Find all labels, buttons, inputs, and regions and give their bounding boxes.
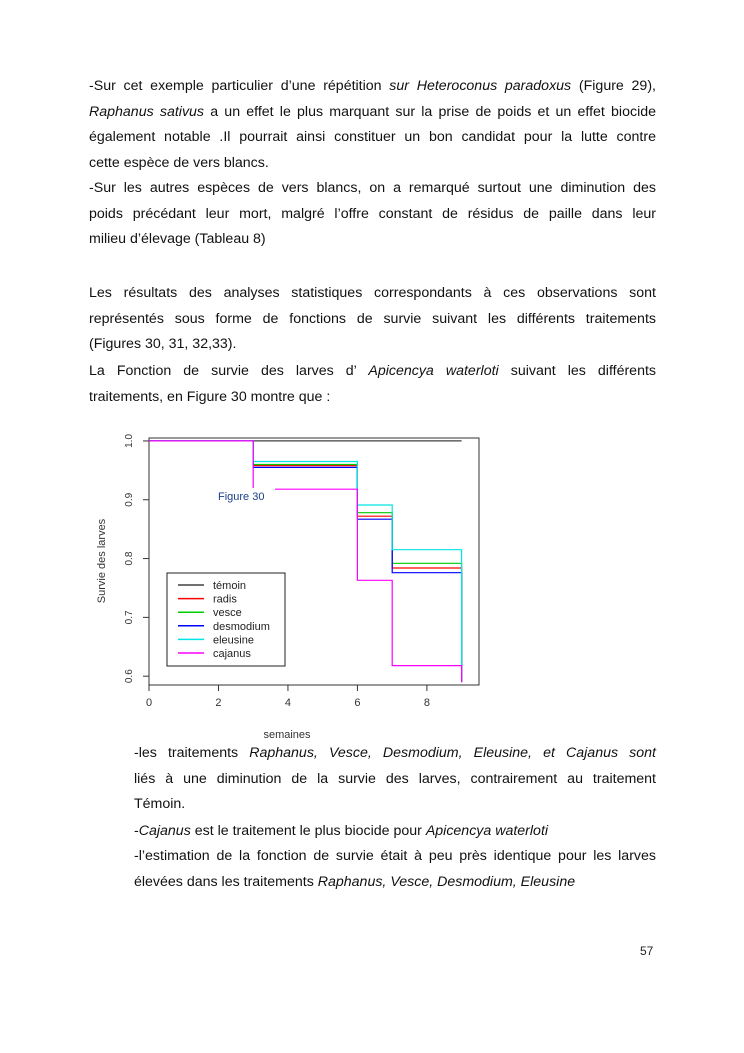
legend-label: radis <box>213 593 237 606</box>
paragraph-estimation <box>134 844 656 895</box>
legend <box>167 573 285 666</box>
paragraph-heteroconus <box>89 74 656 176</box>
species-name: Raphanus, Vesce, Desmodium, Eleusine, et Cajanus sont <box>249 745 656 761</box>
y-tick-label: 0.7 <box>124 610 135 625</box>
paragraph-cajanus <box>134 819 656 845</box>
legend-label: cajanus <box>213 648 251 660</box>
text-run: -les traitements <box>134 745 250 761</box>
y-tick-label: 0.8 <box>124 551 135 566</box>
text-line: liés à une diminution de la survie des larves, contrairement au traitement <box>134 770 656 787</box>
text-line: poids précédant leur mort, malgré l’offre constant de résidus de paille dans leur <box>89 205 656 222</box>
species-name: Apicencya waterloti <box>425 823 549 839</box>
text-run: La Fonction de survie des larves d’ <box>89 363 369 379</box>
y-tick-label: 0.6 <box>124 669 135 684</box>
text-run: (Figure 29), <box>571 78 656 94</box>
legend-label: desmodium <box>213 620 270 633</box>
text-line: -l’estimation de la fonction de survie était à peu près identique pour les larves <box>134 848 656 864</box>
species-name: Raphanus sativus <box>89 103 205 120</box>
text-line: milieu d’élevage (Tableau 8) <box>89 231 266 248</box>
legend-label: vesce <box>213 607 242 620</box>
text-line: représentés sous forme de fonctions de survie suivant les différents traitements <box>89 310 656 327</box>
page-number: 57 <box>640 944 654 958</box>
y-tick-label: 0.9 <box>124 492 135 507</box>
text-line <box>134 819 656 845</box>
text-run: -Sur cet exemple particulier d’une répétition <box>89 78 390 94</box>
x-axis-label: semaines <box>263 729 311 741</box>
text-run: - <box>134 823 139 839</box>
text-line <box>134 741 656 767</box>
figure-annotation: Figure 30 <box>218 491 265 503</box>
paragraph-autres-especes <box>89 176 656 253</box>
text-run: est le traitement le plus biocide pour <box>190 823 426 839</box>
x-tick-label: 0 <box>145 697 153 709</box>
legend-label: témoin <box>213 580 247 592</box>
text-line <box>89 74 656 100</box>
text-run: a un effet le plus marquant sur la prise de poids et un effet biocide <box>204 103 656 120</box>
paragraph-resultats <box>89 281 656 358</box>
x-tick-label: 6 <box>354 697 361 709</box>
paragraph-traitements <box>134 741 656 818</box>
text-line <box>89 100 656 126</box>
species-name: sur Heteroconus paradoxus <box>389 78 572 94</box>
survival-chart <box>89 432 485 744</box>
legend-label: eleusine <box>213 634 254 647</box>
text-line: également notable .Il pourrait ainsi constituer un bon candidat pour la lutte contre <box>89 129 656 146</box>
text-line: -Sur les autres espèces de vers blancs, on a remarqué surtout une diminution des <box>89 180 656 196</box>
text-line <box>89 359 656 385</box>
text-line <box>134 870 656 896</box>
text-line: (Figures 30, 31, 32,33). <box>89 336 237 353</box>
text-run: élevées dans les traitements <box>134 873 318 890</box>
species-name: Cajanus <box>138 823 191 839</box>
x-tick-label: 8 <box>423 697 430 709</box>
species-name: Apicencya waterloti <box>368 363 499 379</box>
text-line: Témoin. <box>134 796 186 813</box>
x-tick-label: 4 <box>284 697 292 709</box>
text-line: traitements, en Figure 30 montre que : <box>89 388 331 405</box>
paragraph-fonction-survie <box>89 359 656 410</box>
x-tick-label: 2 <box>215 697 222 709</box>
text-run: suivant les différents <box>498 363 657 379</box>
text-line: cette espèce de vers blancs. <box>89 154 269 171</box>
species-name: Raphanus, Vesce, Desmodium, Eleusine <box>317 873 576 890</box>
text-line: Les résultats des analyses statistiques correspondants à ces observations sont <box>89 285 656 301</box>
y-axis-label: Survie des larves <box>96 518 108 604</box>
y-tick-label: 1.0 <box>124 433 135 448</box>
